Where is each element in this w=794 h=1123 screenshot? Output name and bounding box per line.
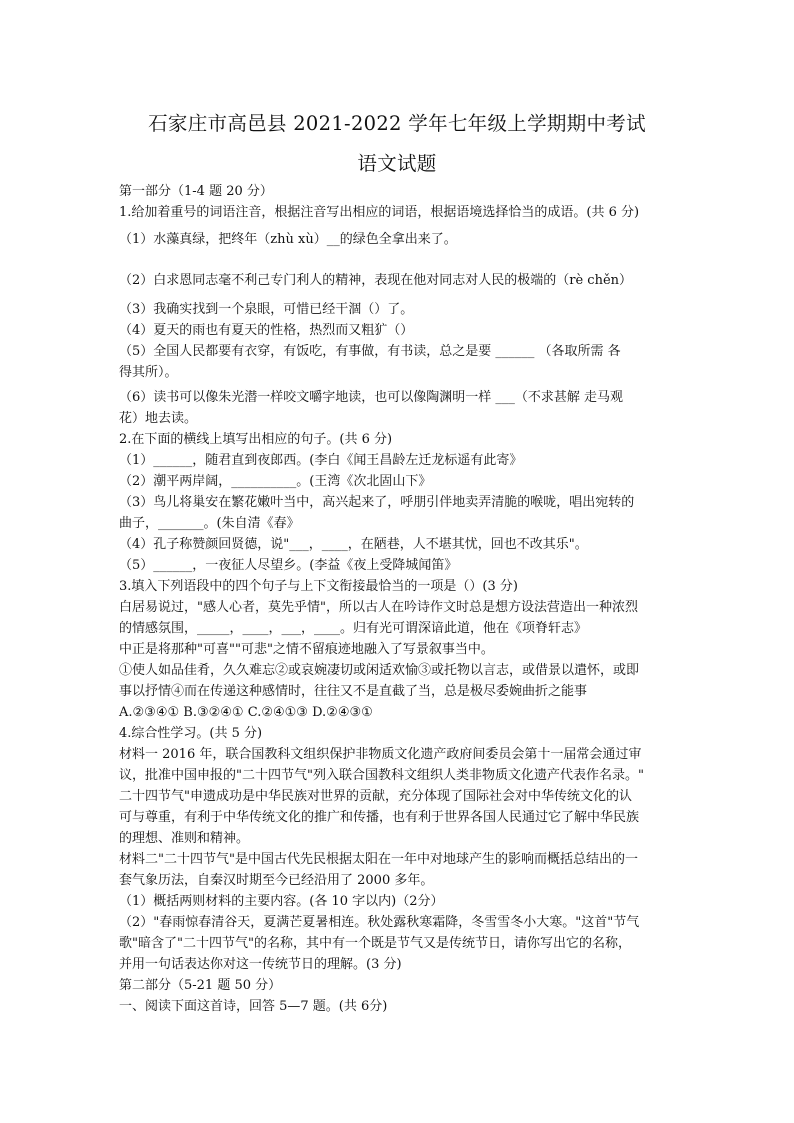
part-one-heading: 第一部分（1-4 题 20 分） (119, 184, 273, 199)
q3-sentences-2: 事以抒情④而在传递这种感情时，往往又不是直截了当，总是极尽委婉曲折之能事 (119, 684, 588, 699)
q3-passage-3: 中正是将那种"可喜""可悲"之情不留痕迹地融入了写景叙事当中。 (119, 642, 494, 657)
material-1-line-5: 的理想、准则和精神。 (119, 831, 250, 846)
material-1-line-3: 二十四节气"申遗成功是中华民族对世界的贡献，充分体现了国际社会对中华传统文化的认 (119, 789, 632, 804)
material-1-line-2: 议，批准中国申报的"二十四节气"列入联合国教科文组织人类非物质文化遗产代表作名录。" (119, 768, 644, 783)
q2-item-3-cont: 曲子，_______。(朱自清《春》 (119, 516, 300, 531)
material-2-line-1: 材料二"二十四节气"是中国古代先民根据太阳在一年中对地球产生的影响而概括总结出的一 (119, 852, 638, 867)
q4-item-2-cont-2: 并用一句话表达你对这一传统节日的理解。(3 分) (119, 957, 402, 972)
q3-options: A.②③④① B.③②④① C.②④①③ D.②④③① (119, 705, 373, 720)
question-3-stem: 3.填入下列语段中的四个句子与上下文衔接最恰当的一项是（）(3 分) (119, 579, 518, 594)
question-1-stem: 1.给加着重号的词语注音，根据注音写出相应的词语，根据语境选择恰当的成语。(共 6 分) (119, 205, 640, 220)
exam-title: 石家庄市高邑县 2021-2022 学年七年级上学期期中考试 (148, 112, 646, 135)
q1-item-4: （4）夏天的雨也有夏天的性格，热烈而又粗犷（） (119, 323, 414, 338)
q1-item-1: （1）水藻真绿，把终年（zhù xù）__的绿色全拿出来了。 (119, 232, 457, 247)
exam-body (119, 181, 679, 1017)
material-1-line-4: 可与尊重，有利于中华传统文化的推广和传播，也有利于世界各国人民通过它了解中华民族 (119, 810, 640, 825)
section-one-heading: 一、阅读下面这首诗，回答 5—7 题。(共 6分) (119, 999, 388, 1014)
q4-item-2-cont-1: 歌"暗含了"二十四节气"的名称，其中有一个既是节气又是传统节日，请你写出它的名称， (119, 936, 631, 951)
q1-item-5: （5）全国人民都要有衣穿，有饭吃，有事做，有书读，总之是要 ______ （各取所需 各 (119, 344, 621, 359)
q2-item-3: （3）鸟儿将巢安在繁花嫩叶当中，高兴起来了，呼朋引伴地卖弄清脆的喉咙，唱出宛转的 (119, 495, 635, 510)
q2-item-1: （1）______，随君直到夜郎西。(李白《闻王昌龄左迁龙标遥有此寄》 (119, 453, 523, 468)
q1-item-6-cont: 花）地去读。 (119, 411, 198, 426)
q3-passage-1: 白居易说过，"感人心者，莫先乎情"，所以古人在吟诗作文时总是想方设法营造出一种浓烈 (119, 600, 638, 615)
part-two-heading: 第二部分（5-21 题 50 分） (119, 978, 282, 993)
q1-item-3: （3）我确实找到一个泉眼，可惜已经干涸（）了。 (119, 302, 414, 317)
q1-item-5-cont: 得其所）。 (119, 365, 178, 380)
q2-item-4: （4）孔子称赞颜回贤德，说"___，____，在陋巷，人不堪其忧，回也不改其乐"。 (119, 537, 588, 552)
q1-item-6: （6）读书可以像朱光潜一样咬文嚼字地读，也可以像陶渊明一样 ___（不求甚解 走马观 (119, 390, 624, 405)
q4-item-2: （2）"春雨惊春清谷天，夏满芒夏暑相连。秋处露秋寒霜降，冬雪雪冬小大寒。"这首"节气 (119, 915, 640, 930)
q3-sentences-1: ①使人如品佳肴，久久难忘②或哀婉凄切或闲适欢愉③或托物以言志，或借景以遣怀，或即 (119, 663, 640, 678)
question-4-stem: 4.综合性学习。(共 5 分) (119, 726, 263, 741)
q4-item-1: （1）概括两则材料的主要内容。(各 10 字以内)（2分） (119, 894, 444, 909)
material-1-line-1: 材料一 2016 年，联合国教科文组织保护非物质文化遗产政府间委员会第十一届常会通过审 (119, 747, 642, 762)
material-2-line-2: 套气象历法，自秦汉时期至今已经沿用了 2000 多年。 (119, 873, 434, 888)
q2-item-2: （2）潮平两岸阔，__________。(王湾《次北固山下》 (119, 474, 432, 489)
q1-item-2: （2）白求恩同志毫不利己专门利人的精神，表现在他对同志对人民的极端的（rè chěn） (119, 273, 633, 288)
question-2-stem: 2.在下面的横线上填写出相应的句子。(共 6 分) (119, 432, 393, 447)
exam-subtitle: 语文试题 (357, 152, 437, 175)
q2-item-5: （5）______，一夜征人尽望乡。(李益《夜上受降城闻笛》 (119, 558, 458, 573)
q3-passage-2: 的情感氛围，_____，____，___，____。归有光可谓深谙此道，他在《项脊轩志》 (119, 621, 588, 636)
